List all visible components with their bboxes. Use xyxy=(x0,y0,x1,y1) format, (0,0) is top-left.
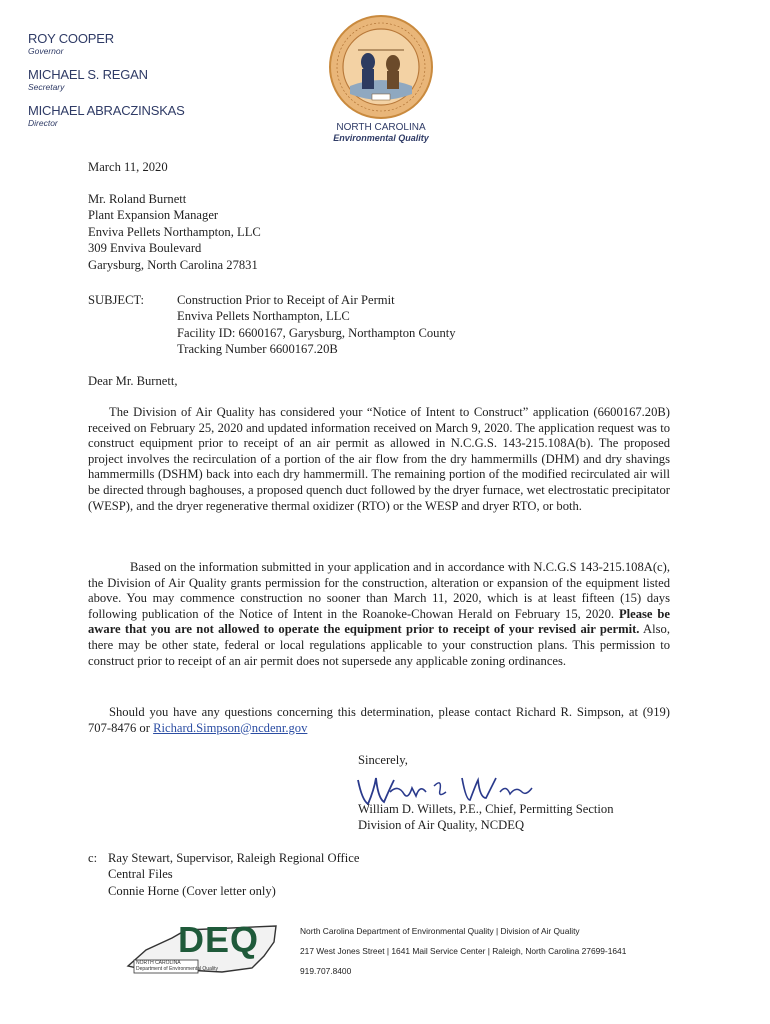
cc-list xyxy=(108,850,359,899)
official-secretary xyxy=(28,68,185,92)
recipient-line: Garysburg, North Carolina 27831 xyxy=(88,257,258,272)
signatory-name: William D. Willets, P.E., Chief, Permitting Section xyxy=(358,802,614,816)
subject-line: Construction Prior to Receipt of Air Permit xyxy=(177,293,395,307)
paragraph-2-text: Based on the information submitted in your application and in accordance with N.C.G.S 143-215.108A(c), the Division of Air Quality grants permission for the construction, alteration or expansion of the equipment listed above. You may commence construction no sooner than March 11, 2020, which is at least fifteen (15) days following publication of the Notice of Intent in the Roanoke-Chowan Herald on February 15, 2020. xyxy=(88,560,670,621)
agency-line1: NORTH CAROLINA xyxy=(336,122,426,133)
signature-block xyxy=(358,801,614,834)
subject-label: SUBJECT: xyxy=(88,293,145,307)
signatory-org: Division of Air Quality, NCDEQ xyxy=(358,818,525,833)
letterhead-officials xyxy=(28,32,185,128)
cc-label: c: xyxy=(88,851,98,865)
deq-logo-subtext xyxy=(136,960,218,972)
footer-line3: 919.707.8400 xyxy=(300,966,352,976)
deq-logo-small2: Department of Environmental Quality xyxy=(136,966,218,972)
contact-email-link[interactable]: Richard.Simpson@ncdenr.gov xyxy=(153,720,308,735)
recipient-address xyxy=(88,191,261,273)
subject-line: Facility ID: 6600167, Garysburg, Northampton County xyxy=(177,325,456,340)
state-seal-icon xyxy=(328,14,434,120)
recipient-line: Mr. Roland Burnett xyxy=(88,192,187,206)
body-paragraph-1: The Division of Air Quality has considered your “Notice of Intent to Construct” application (6600167.20B) received on February 25, 2020 and updated information received on March 9, 2020. The application request was to construct equipment prior to receipt of an air permit as allowed in N.C.G.S. 143-215.108A(b). The proposed project involves the recirculation of a portion of the air flow from the dry hammermills (DHM) and dry shavings hammermills (DSHM) back into each dry hammermill. The remaining portion of the modified recirculated air will be directed through baghouses, a proposed quench duct followed by the dryer furnace, wet electrostatic precipitator (WESP), and the dryer regenerative thermal oxidizer (RTO) or the WESP and dryer RTO, or both. xyxy=(88,405,670,513)
letter-date: March 11, 2020 xyxy=(88,160,168,174)
footer-line2: 217 West Jones Street | 1641 Mail Service Center | Raleigh, North Carolina 27699-1641 xyxy=(300,946,627,956)
recipient-line: Enviva Pellets Northampton, LLC xyxy=(88,224,261,239)
footer-line1: North Carolina Department of Environmental Quality | Division of Air Quality xyxy=(300,926,580,936)
subject-line: Tracking Number 6600167.20B xyxy=(177,342,338,357)
official-name: MICHAEL ABRACZINSKAS xyxy=(28,103,185,118)
official-name: ROY COOPER xyxy=(28,31,114,46)
body-paragraph-2 xyxy=(88,560,670,669)
official-title: Governor xyxy=(28,46,64,56)
closing: Sincerely, xyxy=(358,753,408,767)
official-director xyxy=(28,104,185,128)
paragraph-2-text-cont: Also, there may be other state, federal or local regulations applicable to your construction plans. This permission to construct prior to receipt of an air permit does not supersede any applicable zoning ordinances. xyxy=(88,622,670,668)
salutation: Dear Mr. Burnett, xyxy=(88,374,178,388)
subject-block xyxy=(177,292,456,358)
official-title: Director xyxy=(28,118,58,128)
recipient-line: 309 Enviva Boulevard xyxy=(88,241,202,256)
official-name: MICHAEL S. REGAN xyxy=(28,67,148,82)
official-governor xyxy=(28,32,185,56)
subject-line: Enviva Pellets Northampton, LLC xyxy=(177,309,350,324)
deq-logo-small: NORTH CAROLINA xyxy=(136,960,181,966)
agency-line2: Environmental Quality xyxy=(333,133,429,143)
official-title: Secretary xyxy=(28,82,65,92)
recipient-line: Plant Expansion Manager xyxy=(88,208,219,223)
paragraph-2-warning: Please be aware that you are not allowed to operate the equipment prior to receipt of your revised air permit. xyxy=(88,606,670,637)
body-paragraph-3 xyxy=(88,705,670,736)
deq-logo xyxy=(126,920,282,976)
cc-item: Central Files xyxy=(108,867,173,882)
cc-item: Ray Stewart, Supervisor, Raleigh Regional Office xyxy=(108,851,360,865)
paragraph-3-text: Should you have any questions concerning this determination, please contact Richard R. Simpson, at (919) 707-8476 or xyxy=(88,705,670,735)
deq-logo-text: DEQ xyxy=(178,919,260,960)
cc-item: Connie Horne (Cover letter only) xyxy=(108,883,276,898)
